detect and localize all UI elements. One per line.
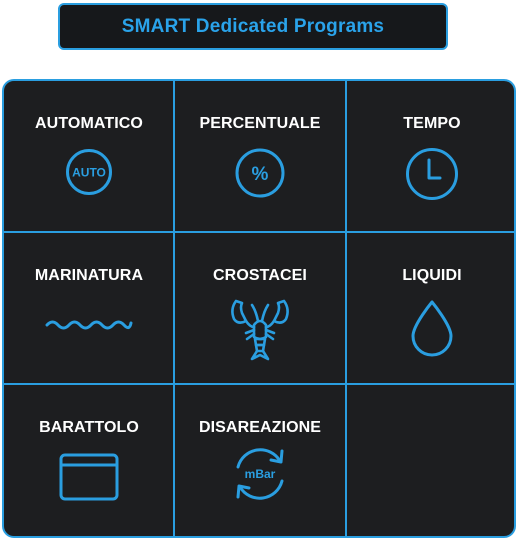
program-barattolo[interactable] xyxy=(4,385,174,535)
program-percentuale[interactable] xyxy=(175,81,345,231)
program-label: PERCENTUALE xyxy=(199,115,321,132)
page-title-text: SMART Dedicated Programs xyxy=(121,15,385,37)
auto-icon-text: AUTO xyxy=(72,165,106,180)
program-tempo[interactable] xyxy=(347,81,516,231)
program-label: DISAREAZIONE xyxy=(198,419,322,436)
lobster-icon xyxy=(228,297,292,363)
program-label: BARATTOLO xyxy=(39,419,139,436)
program-label: LIQUIDI xyxy=(402,267,462,284)
program-marinatura[interactable] xyxy=(4,233,174,383)
clock-icon xyxy=(403,147,461,201)
program-grid xyxy=(2,79,516,538)
wave-icon xyxy=(45,317,133,333)
program-label: AUTOMATICO xyxy=(35,115,143,132)
program-label: CROSTACEI xyxy=(213,267,307,284)
program-label: MARINATURA xyxy=(34,267,144,284)
jar-icon xyxy=(59,453,119,501)
percent-icon-text: % xyxy=(251,164,269,185)
percent-icon xyxy=(233,147,287,199)
program-label: TEMPO xyxy=(403,115,461,132)
droplet-icon xyxy=(408,299,456,357)
mbar-icon xyxy=(230,445,290,503)
page-title xyxy=(58,3,448,50)
auto-icon xyxy=(64,147,114,197)
program-disareazione[interactable] xyxy=(175,385,345,535)
mbar-icon-text: mBar xyxy=(244,467,276,481)
program-liquidi[interactable] xyxy=(347,233,516,383)
empty-cell xyxy=(347,385,516,535)
program-crostacei[interactable] xyxy=(175,233,345,383)
program-automatico[interactable] xyxy=(4,81,174,231)
